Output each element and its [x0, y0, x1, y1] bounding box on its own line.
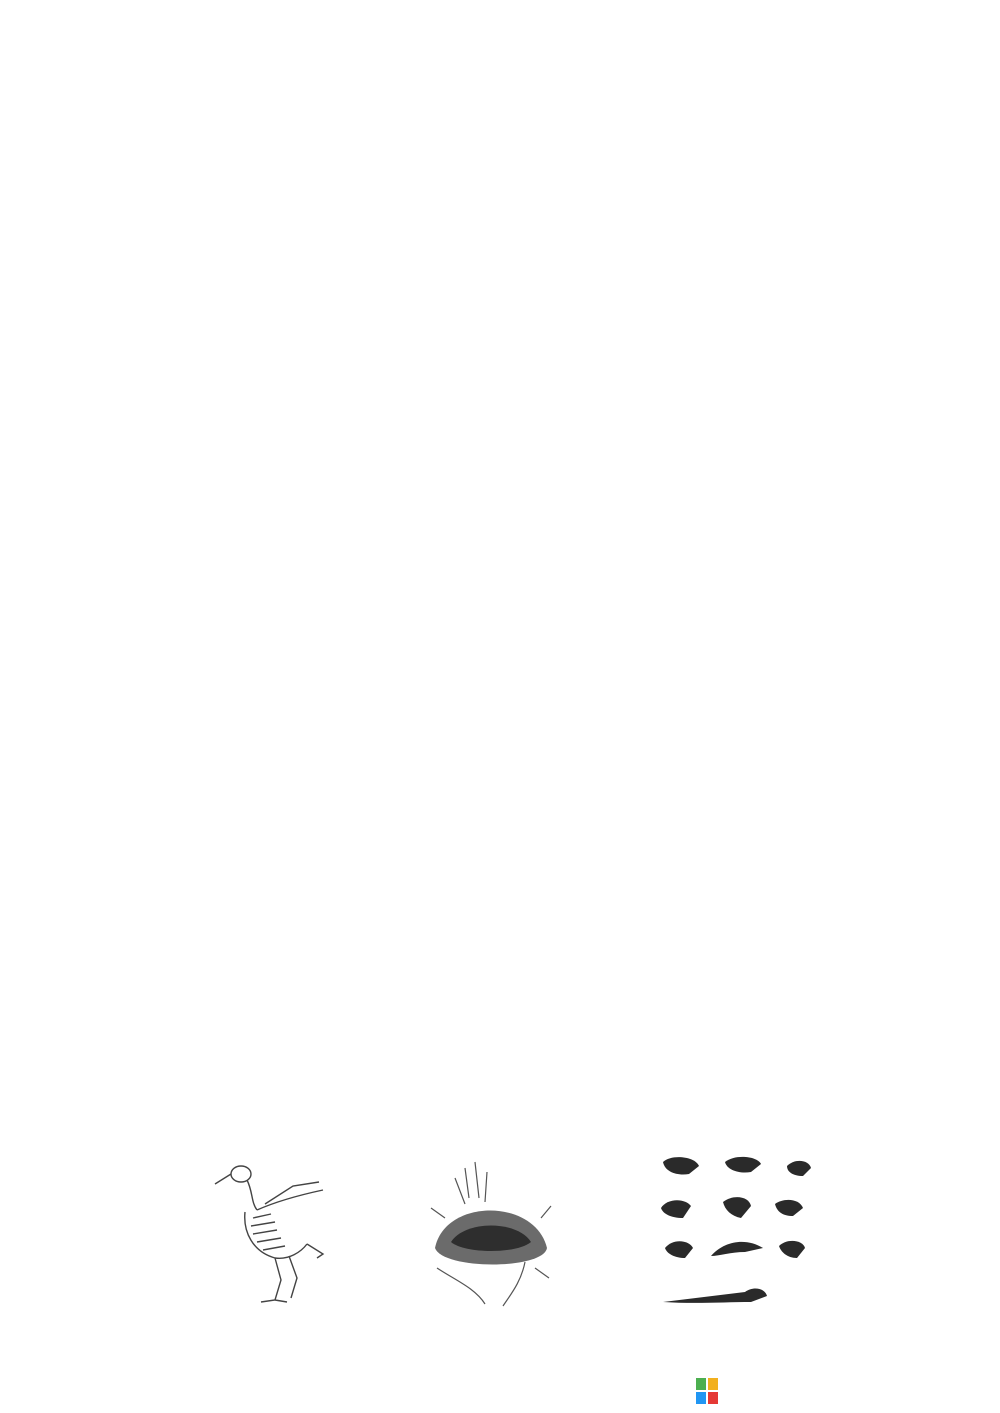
beaks-image — [655, 1152, 825, 1310]
bird-beaks-icon — [661, 1157, 811, 1303]
nest-icon — [431, 1162, 551, 1306]
nest-image — [425, 1158, 555, 1310]
liveworksheets-logo — [696, 1378, 722, 1404]
logo-icon — [696, 1378, 718, 1404]
bird-skeleton-image — [205, 1160, 330, 1310]
bird-skeleton-icon — [215, 1166, 323, 1302]
